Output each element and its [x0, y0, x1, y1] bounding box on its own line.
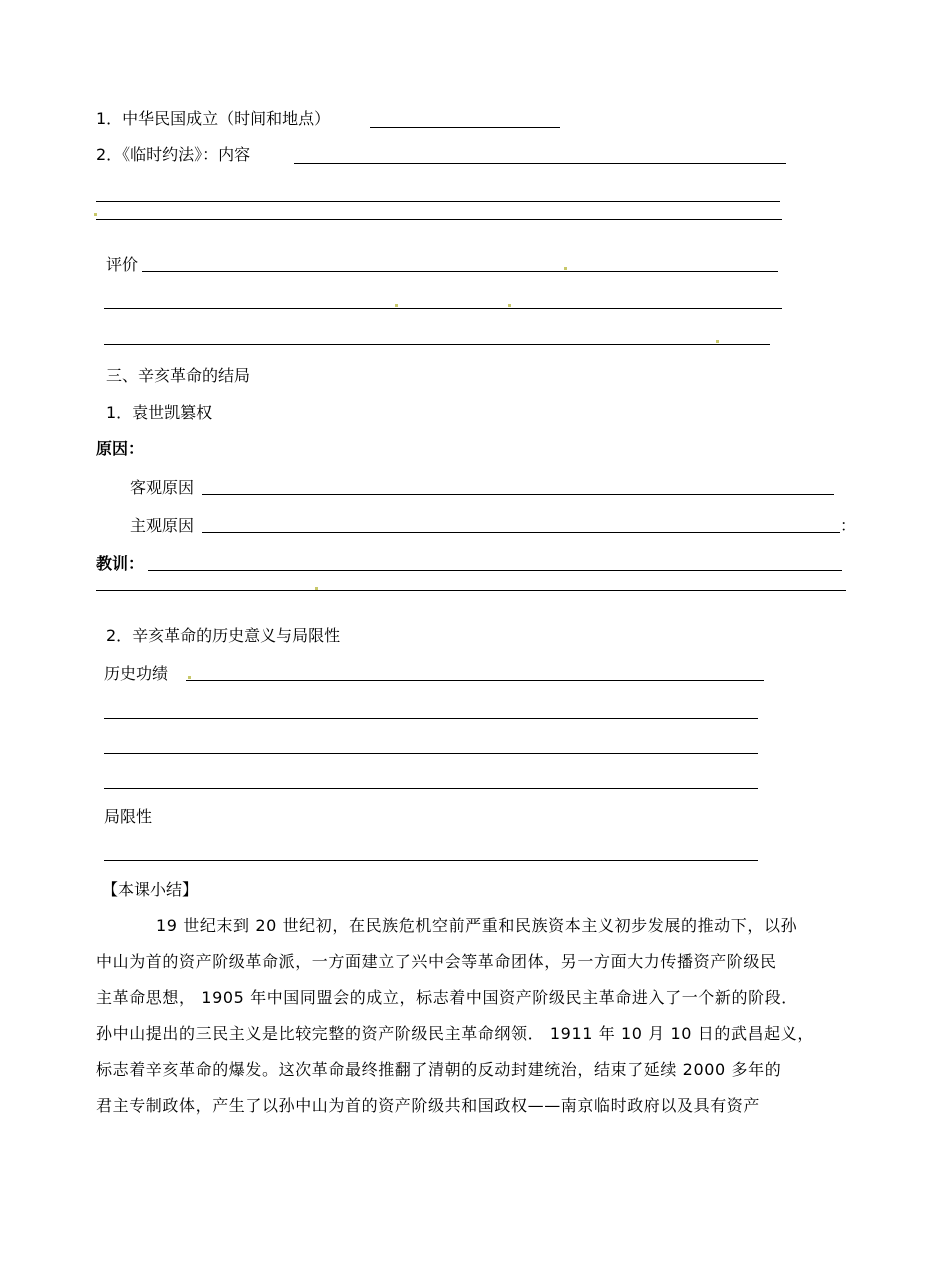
marker-dot: [188, 676, 191, 679]
summary-line: 中山为首的资产阶级革命派，一方面建立了兴中会等革命团体，另一方面大力传播资产阶级民: [96, 952, 777, 971]
marker-dot: [564, 267, 567, 270]
colon-mark: ：: [840, 516, 857, 535]
marker-dot: [395, 304, 398, 307]
answer-line[interactable]: [148, 570, 842, 571]
summary-line: 主革命思想， 1905 年中国同盟会的成立，标志着中国资产阶级民主革命进入了一个新的阶段．: [96, 988, 798, 1007]
answer-line[interactable]: [294, 163, 786, 164]
answer-line[interactable]: [104, 308, 782, 309]
summary-heading: 【本课小结】: [102, 880, 199, 899]
answer-line[interactable]: [96, 201, 780, 202]
objective-reason-label: 客观原因: [130, 478, 195, 497]
marker-dot: [94, 213, 97, 216]
summary-line: 孙中山提出的三民主义是比较完整的资产阶级民主革命纲领． 1911 年 10 月 10 日的武昌起义，: [96, 1024, 814, 1043]
marker-dot: [508, 304, 511, 307]
limitations-label: 局限性: [104, 807, 153, 826]
summary-line: 19 世纪末到 20 世纪初，在民族危机空前严重和民族资本主义初步发展的推动下，以孙: [156, 916, 798, 935]
summary-line: 标志着辛亥革命的爆发。这次革命最终推翻了清朝的反动封建统治，结束了延续 2000 多年的: [96, 1060, 782, 1079]
evaluation-label: 评价: [106, 255, 139, 274]
answer-line[interactable]: [142, 271, 778, 272]
answer-line[interactable]: [104, 344, 770, 345]
question-provisional-constitution: 2．《临时约法》：内容: [96, 145, 251, 164]
lesson-label: 教训：: [96, 554, 145, 573]
answer-line[interactable]: [96, 219, 782, 220]
marker-dot: [315, 587, 318, 590]
marker-dot: [716, 340, 719, 343]
question-significance: 2．辛亥革命的历史意义与局限性: [106, 626, 341, 645]
answer-line[interactable]: [370, 127, 560, 128]
answer-line[interactable]: [202, 494, 834, 495]
answer-line[interactable]: [104, 753, 758, 754]
question-founding: 1．中华民国成立（时间和地点）: [96, 109, 331, 128]
answer-line[interactable]: [186, 680, 764, 681]
question-yuan-usurpation: 1．袁世凯篡权: [106, 403, 213, 422]
answer-line[interactable]: [104, 788, 758, 789]
subjective-reason-label: 主观原因: [130, 516, 195, 535]
answer-line[interactable]: [104, 718, 758, 719]
answer-line[interactable]: [202, 532, 840, 533]
section-heading: 三、辛亥革命的结局: [106, 366, 251, 385]
summary-line: 君主专制政体，产生了以孙中山为首的资产阶级共和国政权——南京临时政府以及具有资产: [96, 1096, 761, 1115]
achievements-label: 历史功绩: [104, 664, 169, 683]
answer-line[interactable]: [104, 860, 758, 861]
reasons-label: 原因：: [96, 439, 145, 458]
answer-line[interactable]: [96, 590, 846, 591]
summary-paragraph: [96, 908, 858, 1124]
